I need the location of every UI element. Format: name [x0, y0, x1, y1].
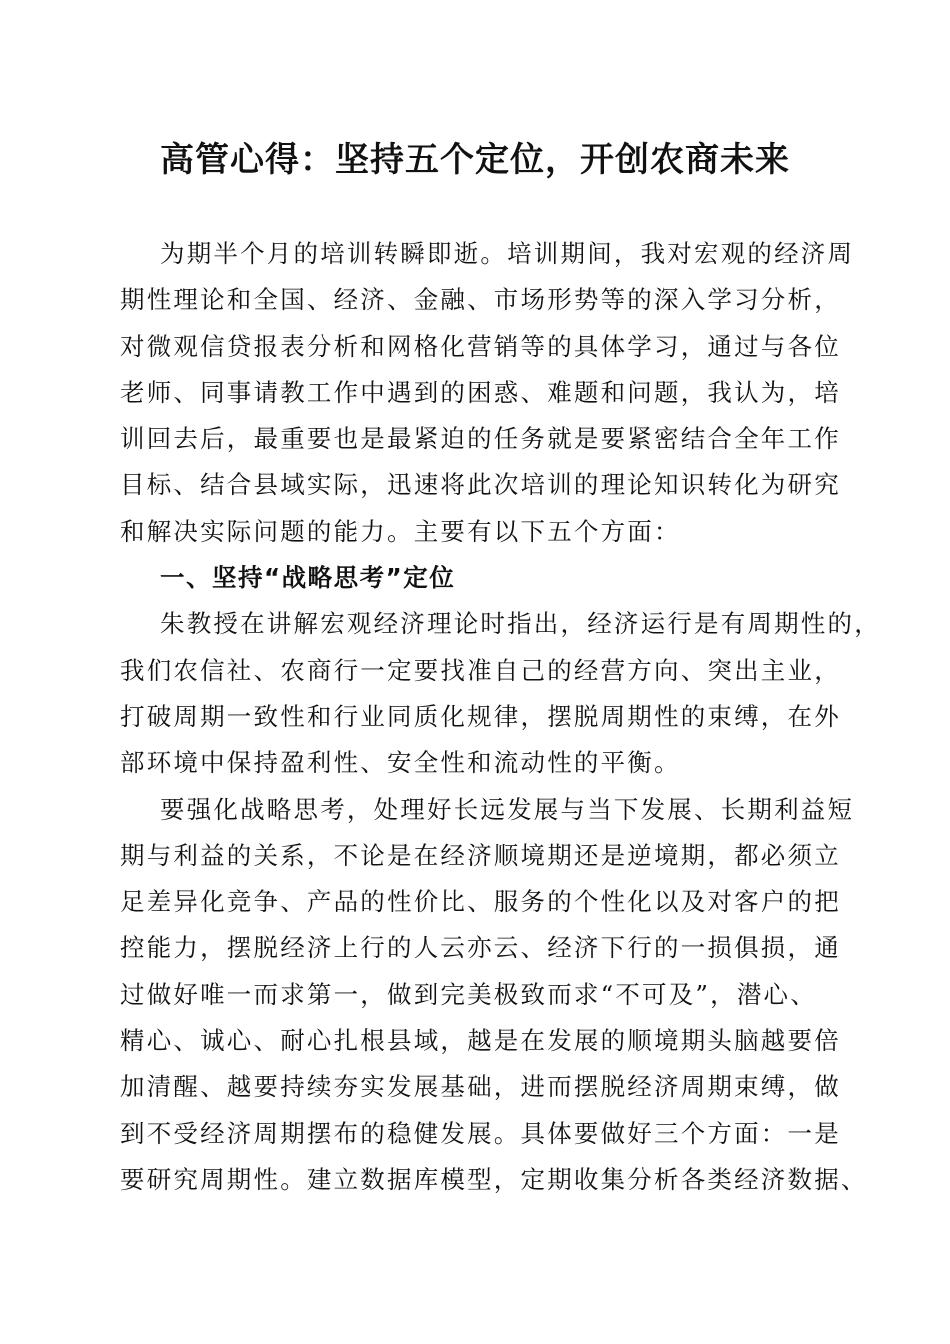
paragraph-line: 足差异化竞争、产品的性价比、服务的个性化以及对客户的把 — [120, 887, 841, 917]
paragraph-line: 到不受经济周期摆布的稳健发展。具体要做好三个方面：一是 — [120, 1118, 841, 1148]
paragraph-line: 要强化战略思考，处理好长远发展与当下发展、长期利益短 — [160, 794, 855, 824]
paragraph-line: 训回去后，最重要也是最紧迫的任务就是要紧密结合全年工作 — [120, 424, 841, 454]
paragraph-line: 期与利益的关系，不论是在经济顺境期还是逆境期，都必须立 — [120, 840, 841, 870]
paragraph-line: 部环境中保持盈利性、安全性和流动性的平衡。 — [120, 748, 681, 778]
paragraph-line: 老师、同事请教工作中遇到的困惑、难题和问题，我认为，培 — [120, 377, 841, 407]
paragraph-line: 朱教授在讲解宏观经济理论时指出，经济运行是有周期性的， — [160, 609, 881, 639]
paragraph-line: 控能力，摆脱经济上行的人云亦云、经济下行的一损俱损，通 — [120, 933, 841, 963]
paragraph-line: 精心、诚心、耐心扎根县域，越是在发展的顺境期头脑越要倍 — [120, 1026, 841, 1056]
paragraph-line: 期性理论和全国、经济、金融、市场形势等的深入学习分析， — [120, 285, 841, 315]
document-title: 高管心得：坚持五个定位，开创农商未来 — [160, 140, 790, 180]
paragraph-line: 目标、结合县域实际，迅速将此次培训的理论知识转化为研究 — [120, 470, 841, 500]
paragraph-line: 为期半个月的培训转瞬即逝。培训期间，我对宏观的经济周 — [160, 239, 855, 268]
paragraph-line: 和解决实际问题的能力。主要有以下五个方面： — [120, 516, 681, 546]
paragraph-line: 我们农信社、农商行一定要找准自己的经营方向、突出主业， — [120, 655, 841, 685]
document-body — [120, 231, 881, 1203]
section-heading: 一、坚持“战略思考”定位 — [160, 563, 456, 593]
paragraph-line: 打破周期一致性和行业同质化规律，摆脱周期性的束缚，在外 — [120, 701, 841, 731]
paragraph-line: 要研究周期性。建立数据库模型，定期收集分析各类经济数据、 — [120, 1164, 868, 1194]
paragraph-line: 过做好唯一而求第一，做到完美极致而求“不可及”，潜心、 — [120, 979, 817, 1009]
paragraph-line: 加清醒、越要持续夯实发展基础，进而摆脱经济周期束缚，做 — [120, 1072, 841, 1102]
paragraph-line: 对微观信贷报表分析和网格化营销等的具体学习，通过与各位 — [120, 331, 841, 361]
